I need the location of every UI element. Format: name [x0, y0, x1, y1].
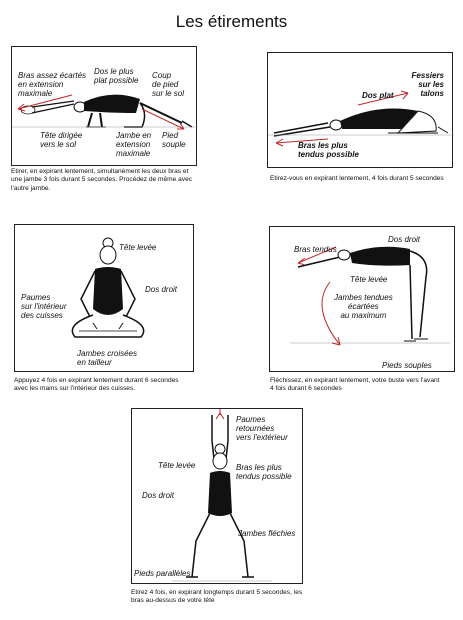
- label-back: Dos le plus plat possible: [94, 67, 139, 85]
- caption-5: Etirez 4 fois, en expirant longtemps durant 5 secondes, les bras au-dessus de votre tête: [131, 589, 303, 605]
- caption-3: Appuyez 4 fois en expirant lentement durant 6 secondes avec les mains sur l'intérieur des cuisses.: [14, 377, 179, 393]
- label-legs: Jambes tendues écartées au maximum: [334, 293, 393, 320]
- exercise-panel-5: [131, 408, 303, 584]
- caption-1: Etirer, en expirant lentement, simultanément les deux bras et une jambe 3 fois durant 5 secondes. Procédez de même avec l'autre jambe.: [11, 168, 193, 192]
- label-head: Tête levée: [158, 461, 196, 470]
- exercise-panel-2: [267, 52, 453, 168]
- label-legs: Jambes croisées en tailleur: [77, 349, 138, 367]
- label-feet: Pieds parallèles: [134, 569, 191, 578]
- label-glutes: Fessiers sur les talons: [411, 71, 444, 98]
- label-arms: Bras les plus tendus possible: [236, 463, 292, 481]
- exercise-panel-1: [11, 46, 197, 166]
- exercise-panel-3: [14, 224, 194, 372]
- caption-4: Fléchissez, en expirant lentement, votre buste vers l'avant 4 fois durant 6 secondes: [270, 377, 440, 393]
- exercise-panel-4: [269, 226, 455, 372]
- label-back: Dos droit: [388, 235, 421, 244]
- label-back: Dos plat: [362, 91, 394, 100]
- label-palms: Paumes sur l'intérieur des cuisses: [21, 293, 67, 320]
- label-feet: Pieds souples: [382, 361, 432, 370]
- label-legs: Jambes fléchies: [238, 529, 296, 538]
- label-head: Tête levée: [350, 275, 388, 284]
- page-title: Les étirements: [175, 12, 288, 31]
- label-foot: Pied souple: [162, 131, 186, 149]
- label-back: Dos droit: [145, 285, 178, 294]
- caption-2: Etirez-vous en expirant lentement, 4 fois durant 5 secondes: [270, 175, 444, 182]
- label-leg: Jambe en extension maximale: [116, 131, 152, 158]
- label-foot-kick: Coup de pied sur le sol: [152, 71, 185, 98]
- label-back: Dos droit: [142, 491, 175, 500]
- label-head: Tête levée: [119, 243, 157, 252]
- figure-illustration-1: [12, 47, 198, 167]
- label-arms: Bras assez écartés en extension maximale: [18, 71, 87, 98]
- label-palms: Paumes retournées vers l'extérieur: [236, 415, 288, 442]
- label-arms: Bras tendus: [294, 245, 337, 254]
- label-head: Tête dirigée vers le sol: [40, 131, 83, 149]
- label-arms: Bras les plus tendus possible: [298, 141, 359, 159]
